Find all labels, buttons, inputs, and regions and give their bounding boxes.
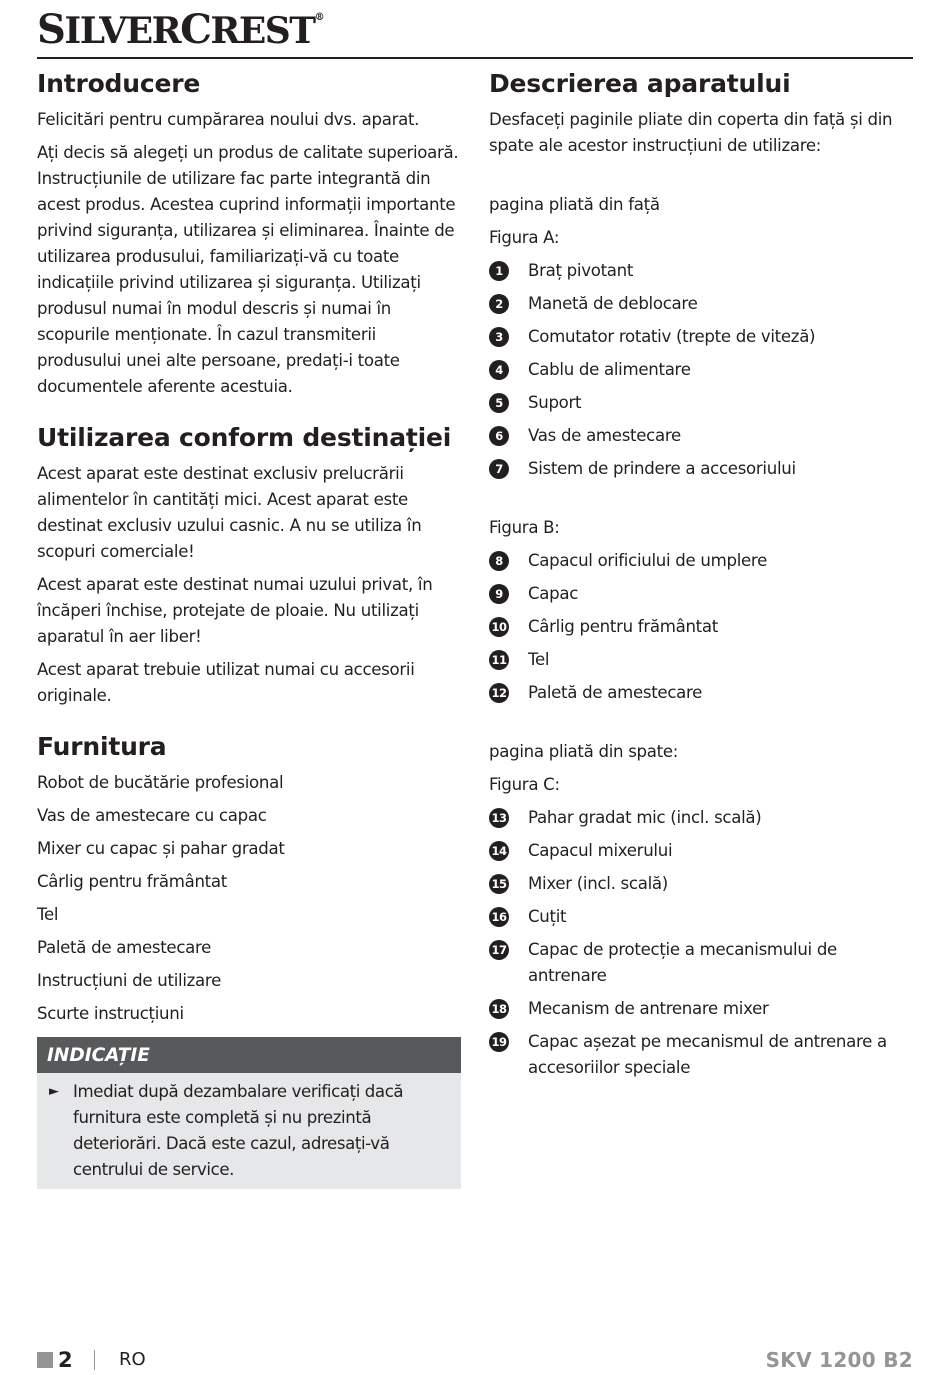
delivery-list: [37, 770, 461, 1027]
page-number: 2: [58, 1348, 73, 1372]
number-badge: 9: [489, 584, 509, 604]
number-badge: 1: [489, 261, 509, 281]
number-badge: 11: [489, 650, 509, 670]
list-item: Paletă de amestecare: [37, 938, 212, 957]
part-item: 17 Capac de protecție a mecanismului de antrenare: [489, 937, 913, 989]
language-code: RO: [119, 1349, 146, 1370]
part-item: 15 Mixer (incl. scală): [489, 871, 913, 897]
delivery-heading: Furnitura: [37, 732, 167, 761]
list-item: Instrucțiuni de utilizare: [37, 971, 221, 990]
right-column: [489, 66, 913, 1088]
part-item: 5 Suport: [489, 390, 913, 416]
part-item: 9 Capac: [489, 581, 913, 607]
part-item: 3 Comutator rotativ (trepte de viteză): [489, 324, 913, 350]
list-item: Robot de bucătărie profesional: [37, 773, 284, 792]
part-item: 18 Mecanism de antrenare mixer: [489, 996, 913, 1022]
number-badge: 13: [489, 808, 509, 828]
note-title: INDICAȚIE: [37, 1037, 461, 1073]
note-text: Imediat după dezambalare verificați dacă furnitura este completă și nu prezintă deteriorări. Dacă este cazul, adresați-vă centrului de service.: [73, 1082, 404, 1179]
number-badge: 6: [489, 426, 509, 446]
footer-divider: [94, 1350, 95, 1370]
number-badge: 7: [489, 459, 509, 479]
intended-use-paragraph: Acest aparat este destinat exclusiv prelucrării alimentelor în cantități mici. Acest aparat este destinat exclusiv uzului casnic. A nu se utiliza în scopuri comerciale!: [37, 464, 422, 561]
part-item: 1 Braț pivotant: [489, 258, 913, 284]
intended-use-paragraph: Acest aparat este destinat numai uzului privat, în încăperi închise, protejate de ploaie. Nu utilizați aparatul în aer liber!: [37, 575, 433, 646]
footer-square-icon: [37, 1352, 53, 1368]
figure-b-label: Figura B:: [489, 518, 560, 537]
part-item: 13 Pahar gradat mic (incl. scală): [489, 805, 913, 831]
description-heading: Descrierea aparatului: [489, 69, 791, 98]
intro-paragraph: Felicitări pentru cumpărarea noului dvs. aparat.: [37, 110, 420, 129]
part-item: 12 Paletă de amestecare: [489, 680, 913, 706]
number-badge: 16: [489, 907, 509, 927]
number-badge: 8: [489, 551, 509, 571]
number-badge: 12: [489, 683, 509, 703]
number-badge: 10: [489, 617, 509, 637]
number-badge: 4: [489, 360, 509, 380]
list-item: Mixer cu capac și pahar gradat: [37, 839, 285, 858]
brand-logo: SILVERCREST®: [37, 6, 325, 53]
part-item: 11 Tel: [489, 647, 913, 673]
part-item: 4 Cablu de alimentare: [489, 357, 913, 383]
part-item: 2 Manetă de deblocare: [489, 291, 913, 317]
number-badge: 2: [489, 294, 509, 314]
intended-use-paragraph: Acest aparat trebuie utilizat numai cu accesorii originale.: [37, 660, 415, 705]
number-badge: 5: [489, 393, 509, 413]
left-column: [37, 66, 461, 1189]
part-item: 19 Capac așezat pe mecanismul de antrenare a accesoriilor speciale: [489, 1029, 913, 1081]
part-item: 8 Capacul orificiului de umplere: [489, 548, 913, 574]
description-intro: Desfaceți paginile pliate din coperta din față și din spate ale acestor instrucțiuni de utilizare:: [489, 110, 893, 155]
intended-use-heading: Utilizarea conform destinației: [37, 423, 452, 452]
number-badge: 19: [489, 1032, 509, 1052]
figure-c-label: Figura C:: [489, 775, 560, 794]
part-item: 16 Cuțit: [489, 904, 913, 930]
number-badge: 3: [489, 327, 509, 347]
back-page-label: pagina pliată din spate:: [489, 742, 679, 761]
intro-heading: Introducere: [37, 69, 201, 98]
header-rule: [37, 57, 913, 59]
note-box: [37, 1037, 461, 1189]
front-page-label: pagina pliată din față: [489, 195, 660, 214]
figure-a-label: Figura A:: [489, 228, 560, 247]
part-item: 6 Vas de amestecare: [489, 423, 913, 449]
part-item: 7 Sistem de prindere a accesoriului: [489, 456, 913, 482]
number-badge: 15: [489, 874, 509, 894]
number-badge: 14: [489, 841, 509, 861]
model-number: SKV 1200 B2: [765, 1348, 913, 1372]
intro-paragraph: Ați decis să alegeți un produs de calitate superioară. Instrucțiunile de utilizare fac parte integrantă din acest produs. Acestea cuprind informații importante privind siguranța, utilizarea și eliminarea. Înainte de utilizarea produsului, familiarizați-vă cu toate indicațiile privind utilizarea și siguranța. Utilizați produsul numai în modul descris și numai în scopurile menționate. În cazul transmiterii produsului unei alte persoane, predați-i toate documentele aferente acestuia.: [37, 143, 459, 396]
arrow-bullet-icon: ►: [49, 1084, 59, 1099]
part-item: 10 Cârlig pentru frământat: [489, 614, 913, 640]
part-item: 14 Capacul mixerului: [489, 838, 913, 864]
number-badge: 18: [489, 999, 509, 1019]
list-item: Tel: [37, 905, 59, 924]
number-badge: 17: [489, 940, 509, 960]
list-item: Cârlig pentru frământat: [37, 872, 227, 891]
page-footer: [37, 1346, 913, 1374]
list-item: Vas de amestecare cu capac: [37, 806, 267, 825]
list-item: Scurte instrucțiuni: [37, 1004, 184, 1023]
